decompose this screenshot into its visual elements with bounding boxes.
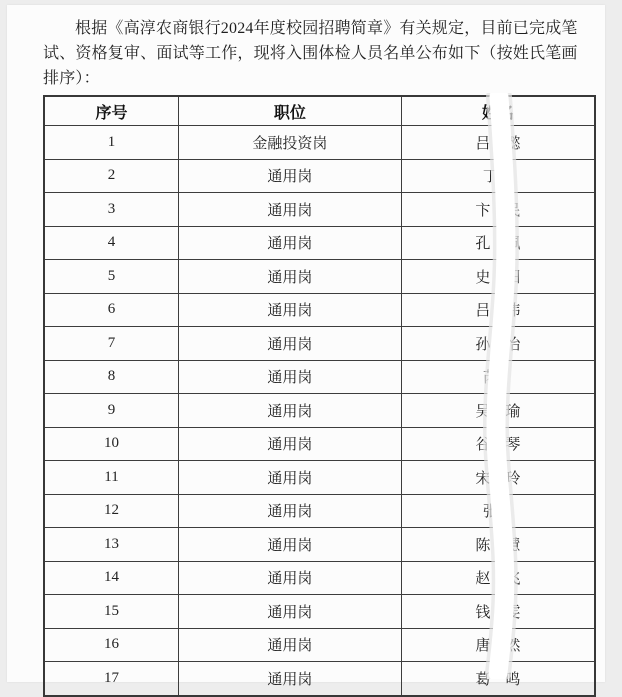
cell-name xyxy=(401,360,595,394)
table-row xyxy=(44,293,595,327)
cell-name xyxy=(401,394,595,428)
name-suffix: 飞 xyxy=(505,571,521,588)
name-prefix: 张 xyxy=(482,504,498,521)
cell-position: 通用岗 xyxy=(178,461,401,495)
cell-position: 通用岗 xyxy=(178,662,401,697)
name-redacted-char xyxy=(490,199,505,220)
cell-no: 10 xyxy=(44,427,178,461)
intro-paragraph: 根据《高淳农商银行2024年度校园招聘简章》有关规定，目前已完成笔试、资格复审、面试等工作，现将入围体检人员名单公布如下（按姓氏笔画排序）： xyxy=(43,20,578,87)
name-prefix: 丁 xyxy=(482,169,498,186)
table-header-row xyxy=(44,96,595,126)
table-row xyxy=(44,126,595,160)
cell-name xyxy=(401,595,595,629)
cell-name xyxy=(401,159,595,193)
table-row xyxy=(44,159,595,193)
name-redacted-char xyxy=(490,232,505,253)
cell-no: 11 xyxy=(44,461,178,495)
cell-position: 通用岗 xyxy=(178,561,401,595)
column-header-position: 职位 xyxy=(178,96,401,126)
table-row xyxy=(44,628,595,662)
cell-position: 通用岗 xyxy=(178,360,401,394)
cell-no: 8 xyxy=(44,360,178,394)
name-redacted-char xyxy=(490,433,505,454)
cell-name xyxy=(401,561,595,595)
cell-position: 通用岗 xyxy=(178,394,401,428)
table-row xyxy=(44,461,595,495)
cell-name xyxy=(401,494,595,528)
cell-position: 通用岗 xyxy=(178,528,401,562)
cell-no: 5 xyxy=(44,260,178,294)
cell-no: 15 xyxy=(44,595,178,629)
name-suffix: 慧 xyxy=(505,537,521,554)
candidates-table xyxy=(43,95,596,697)
name-prefix: 吕 xyxy=(475,135,491,152)
name-redacted-char xyxy=(490,601,505,622)
name-suffix: 阳 xyxy=(505,269,521,286)
document-page xyxy=(7,5,605,688)
table-row xyxy=(44,226,595,260)
cell-no: 7 xyxy=(44,327,178,361)
name-redacted-char xyxy=(490,132,505,153)
name-suffix: 怡 xyxy=(505,336,521,353)
name-redacted-char xyxy=(490,567,505,588)
name-redacted-char xyxy=(490,400,505,421)
cell-name xyxy=(401,126,595,160)
table-row xyxy=(44,193,595,227)
name-prefix: 孙 xyxy=(475,336,491,353)
table-row xyxy=(44,595,595,629)
cell-no: 9 xyxy=(44,394,178,428)
name-suffix: 伟 xyxy=(505,303,521,320)
cell-name xyxy=(401,226,595,260)
table-row xyxy=(44,394,595,428)
name-suffix: 玲 xyxy=(505,470,521,487)
name-redacted-char xyxy=(498,500,513,521)
name-prefix: 赵 xyxy=(475,571,491,588)
name-redacted-char xyxy=(490,467,505,488)
table-row xyxy=(44,427,595,461)
cell-no: 13 xyxy=(44,528,178,562)
name-prefix: 吕 xyxy=(475,303,491,320)
cell-position: 通用岗 xyxy=(178,260,401,294)
name-redacted-char xyxy=(490,299,505,320)
name-prefix: 芮 xyxy=(482,370,498,387)
name-prefix: 陈 xyxy=(475,537,491,554)
name-suffix: 佩 xyxy=(505,236,521,253)
name-redacted-char xyxy=(490,668,505,689)
cell-position: 通用岗 xyxy=(178,226,401,260)
cell-position: 通用岗 xyxy=(178,628,401,662)
name-prefix: 孔 xyxy=(475,236,491,253)
table-row xyxy=(44,360,595,394)
table-row xyxy=(44,528,595,562)
name-redacted-char xyxy=(498,366,513,387)
cell-no: 3 xyxy=(44,193,178,227)
cell-name xyxy=(401,427,595,461)
cell-name xyxy=(401,662,595,697)
name-suffix: 瑜 xyxy=(505,403,521,420)
name-prefix: 史 xyxy=(475,269,491,286)
name-prefix: 卞 xyxy=(475,202,491,219)
name-suffix: 然 xyxy=(505,638,521,655)
name-prefix: 谷 xyxy=(475,437,491,454)
name-suffix: 琴 xyxy=(505,437,521,454)
cell-name xyxy=(401,293,595,327)
cell-name xyxy=(401,327,595,361)
name-prefix: 宋 xyxy=(475,470,491,487)
name-redacted-char xyxy=(490,333,505,354)
cell-no: 4 xyxy=(44,226,178,260)
cell-position: 通用岗 xyxy=(178,494,401,528)
table-row xyxy=(44,327,595,361)
name-suffix: 民 xyxy=(505,202,521,219)
cell-name xyxy=(401,260,595,294)
cell-position: 通用岗 xyxy=(178,193,401,227)
name-redacted-char xyxy=(490,266,505,287)
column-header-no: 序号 xyxy=(44,96,178,126)
cell-no: 16 xyxy=(44,628,178,662)
cell-no: 14 xyxy=(44,561,178,595)
cell-name xyxy=(401,628,595,662)
cell-no: 12 xyxy=(44,494,178,528)
name-prefix: 吴 xyxy=(475,403,491,420)
name-suffix: 雯 xyxy=(505,604,521,621)
cell-name xyxy=(401,461,595,495)
column-header-name: 姓名 xyxy=(401,96,595,126)
cell-position: 通用岗 xyxy=(178,595,401,629)
name-prefix: 钱 xyxy=(475,604,491,621)
cell-no: 1 xyxy=(44,126,178,160)
cell-position: 通用岗 xyxy=(178,327,401,361)
cell-position: 通用岗 xyxy=(178,159,401,193)
name-redacted-char xyxy=(498,165,513,186)
table-row xyxy=(44,662,595,697)
name-redacted-char xyxy=(490,534,505,555)
cell-no: 17 xyxy=(44,662,178,697)
name-suffix: 鸣 xyxy=(505,672,521,688)
table-row xyxy=(44,494,595,528)
cell-name xyxy=(401,528,595,562)
cell-position: 金融投资岗 xyxy=(178,126,401,160)
table-body xyxy=(44,126,595,697)
table-row xyxy=(44,260,595,294)
cell-name xyxy=(401,193,595,227)
name-prefix: 唐 xyxy=(475,638,491,655)
table-row xyxy=(44,561,595,595)
name-prefix: 葛 xyxy=(475,672,491,688)
name-suffix: 懿 xyxy=(505,135,521,152)
cell-position: 通用岗 xyxy=(178,293,401,327)
cell-no: 6 xyxy=(44,293,178,327)
name-redacted-char xyxy=(490,634,505,655)
cell-no: 2 xyxy=(44,159,178,193)
cell-position: 通用岗 xyxy=(178,427,401,461)
